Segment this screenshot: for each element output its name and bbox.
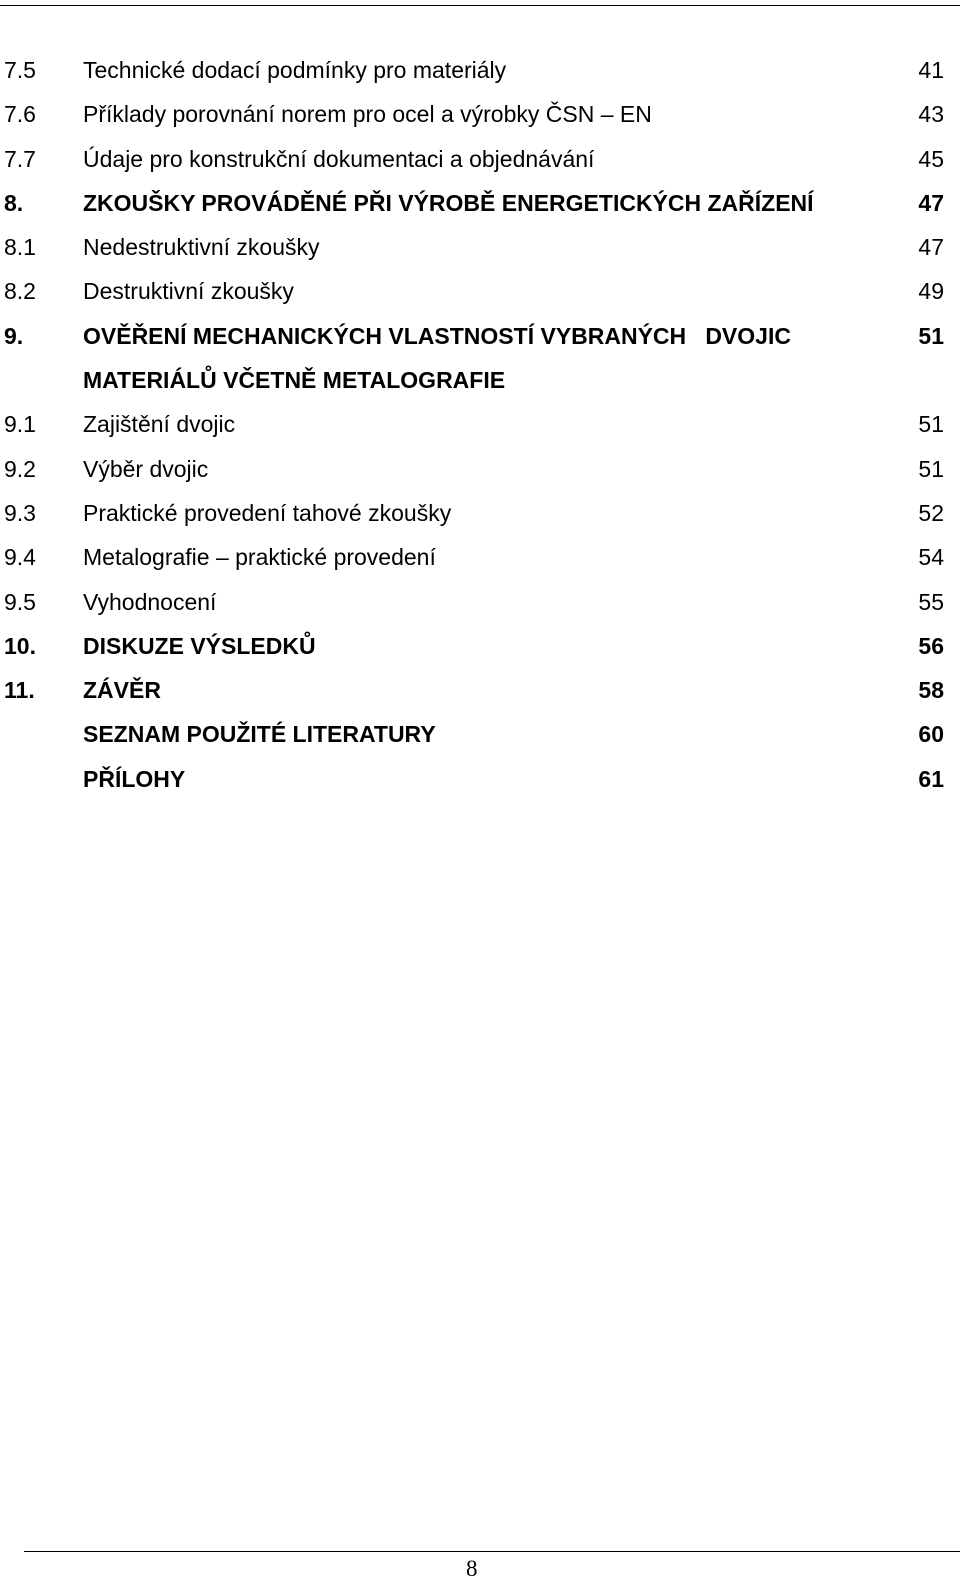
toc-entry-page: 52 — [918, 499, 944, 526]
toc-entry-page: 61 — [918, 765, 944, 792]
toc-entry-title: Údaje pro konstrukční dokumentaci a objednávání — [83, 145, 595, 172]
toc-entry-title: Výběr dvojic — [83, 455, 209, 482]
toc-entry-11 — [0, 668, 960, 712]
toc-entry-page: 45 — [918, 145, 944, 172]
toc-entry-number: 7.6 — [4, 101, 36, 128]
page-number: 8 — [466, 1556, 478, 1581]
toc-entry-title: Destruktivní zkoušky — [83, 278, 294, 305]
toc-entry-number: 9. — [4, 322, 24, 349]
toc-entry-10 — [0, 624, 960, 668]
toc-entry-title: SEZNAM POUŽITÉ LITERATURY — [83, 721, 436, 748]
toc-entry-9-1 — [0, 402, 960, 446]
toc-entry-title: Zajištění dvojic — [83, 411, 236, 438]
toc-entry-number: 8. — [4, 189, 24, 216]
toc-entry-page: 41 — [918, 57, 944, 83]
toc-entry-number: 9.3 — [4, 499, 36, 526]
toc-entry-title-line-2: MATERIÁLŮ VČETNĚ METALOGRAFIE — [83, 367, 506, 394]
toc-entry-page: 56 — [918, 632, 944, 659]
toc-entry-number: 9.5 — [4, 588, 36, 615]
toc-entry-title: Praktické provedení tahové zkoušky — [83, 499, 452, 526]
toc-entry-literature — [0, 712, 960, 756]
toc-entry-page: 43 — [918, 101, 944, 128]
table-of-contents — [0, 48, 960, 801]
toc-entry-title-line-1: OVĚŘENÍ MECHANICKÝCH VLASTNOSTÍ VYBRANÝCH DVOJIC — [83, 322, 791, 349]
toc-entry-page: 51 — [918, 455, 944, 482]
toc-entry-page: 47 — [918, 189, 944, 216]
toc-entry-title: Technické dodací podmínky pro materiály — [83, 57, 507, 83]
footer-rule — [24, 1551, 960, 1552]
toc-entry-page: 58 — [918, 677, 944, 704]
toc-entry-title: DISKUZE VÝSLEDKŮ — [83, 632, 316, 659]
toc-entry-appendices — [0, 757, 960, 801]
toc-entry-title: PŘÍLOHY — [83, 765, 186, 792]
toc-entry-title: ZKOUŠKY PROVÁDĚNÉ PŘI VÝROBĚ ENERGETICKÝCH ZAŘÍZENÍ — [83, 189, 814, 216]
toc-entry-number: 9.4 — [4, 544, 36, 571]
toc-entry-7-5 — [0, 48, 960, 92]
toc-entry-page: 49 — [918, 278, 944, 305]
toc-entry-number: 11. — [4, 677, 35, 704]
toc-entry-page: 47 — [918, 234, 944, 261]
toc-entry-8-1 — [0, 225, 960, 269]
toc-entry-9-2 — [0, 447, 960, 491]
toc-entry-title: ZÁVĚR — [83, 677, 161, 704]
toc-entry-title: Metalografie – praktické provedení — [83, 544, 436, 571]
top-rule — [0, 5, 960, 6]
toc-entry-page: 51 — [918, 411, 944, 438]
toc-entry-number: 7.7 — [4, 145, 36, 172]
toc-entry-9 — [0, 314, 960, 403]
toc-entry-9-5 — [0, 580, 960, 624]
toc-entry-8 — [0, 181, 960, 225]
toc-entry-number: 10. — [4, 632, 36, 659]
toc-entry-title: Nedestruktivní zkoušky — [83, 234, 320, 261]
toc-entry-page: 54 — [918, 544, 944, 571]
toc-entry-title — [83, 314, 883, 403]
toc-entry-title: Příklady porovnání norem pro ocel a výrobky ČSN – EN — [83, 101, 652, 128]
toc-entry-8-2 — [0, 269, 960, 313]
toc-entry-number: 8.1 — [4, 234, 36, 261]
toc-entry-9-4 — [0, 535, 960, 579]
toc-entry-page: 55 — [918, 588, 944, 615]
toc-entry-title: Vyhodnocení — [83, 588, 217, 615]
toc-entry-number: 7.5 — [4, 57, 36, 83]
toc-entry-7-6 — [0, 92, 960, 136]
toc-entry-number: 9.1 — [4, 411, 36, 438]
toc-entry-number: 9.2 — [4, 455, 36, 482]
toc-entry-page: 60 — [918, 721, 944, 748]
toc-entry-7-7 — [0, 137, 960, 181]
toc-entry-number: 8.2 — [4, 278, 36, 305]
toc-entry-9-3 — [0, 491, 960, 535]
toc-entry-page: 51 — [918, 322, 944, 349]
